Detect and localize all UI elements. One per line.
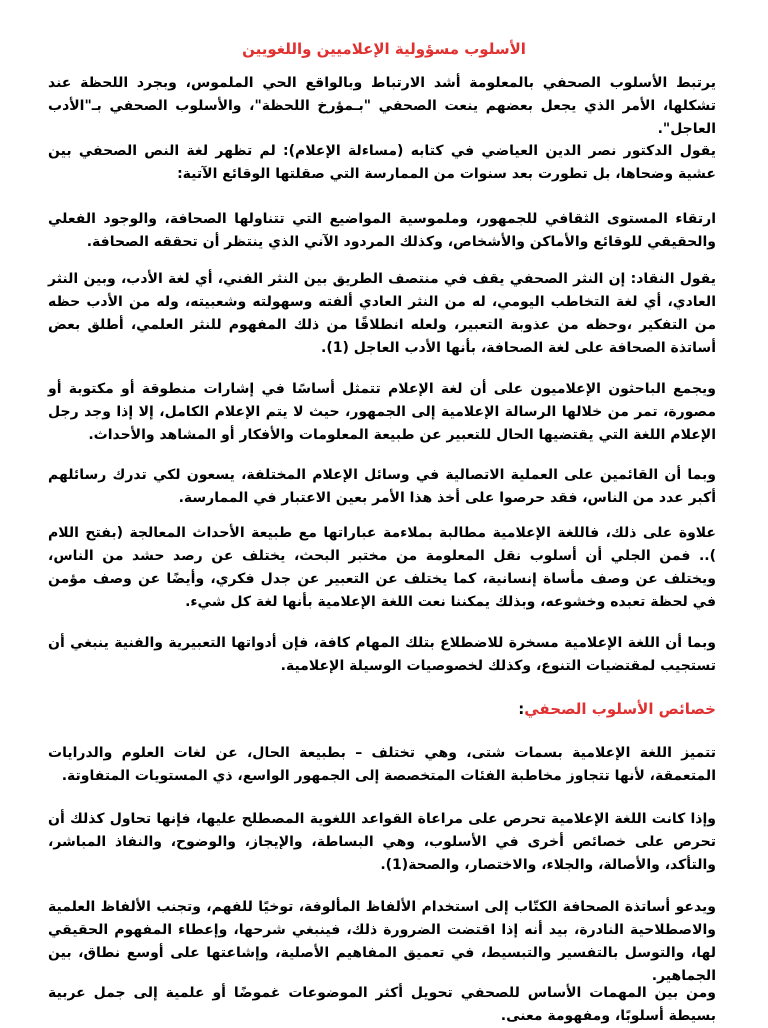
section-heading-colon: :: [518, 700, 525, 718]
paragraph-4: يقول النقاد: إن النثر الصحفي يقف في منتصف الطريق بين النثر الفني، أي لغة الأدب، وبين النثر العادي، أي لغة التخاطب اليومي، له من النثر العادي ألفته وسهولته وشعبيته، وله من الأدب حظه من التفكير ،وحظه من عذوبة التعبير، ولعله انطلاقًا من ذلك المفهوم للنثر العلمي، أطلق بعض أساتذة الصحافة على لغة الصحافة، بأنها الأدب العاجل (1).: [48, 271, 716, 356]
section-paragraph-1: تتميز اللغة الإعلامية بسمات شتى، وهي تختلف – بطبيعة الحال، عن لغات العلوم والدرايات المتعمقة، لأنها تتجاوز مخاطبة الفئات المتخصصة إلى الجمهور الواسع، ذي المستويات المتفاوتة.: [48, 745, 716, 784]
paragraph-3: ارتقاء المستوى الثقافي للجمهور، وملموسية المواضيع التي تتناولها الصحافة، والوجود الفعلي والحقيقي للوقائع والأماكن والأشخاص، وكذلك المردود الآني الذي ينتظر أن تحققه الصحافة.: [48, 211, 716, 250]
section-paragraph-4: ومن بين المهمات الأساس للصحفي تحويل أكثر الموضوعات غموضًا أو علمية إلى جمل عربية بسيطة أسلوبًا، ومفهومة معنى.: [48, 985, 716, 1024]
section-heading-text: خصائص الأسلوب الصحفي: [524, 700, 716, 718]
section-paragraph-2: وإذا كانت اللغة الإعلامية تحرص على مراعاة القواعد اللغوية المصطلح عليها، فإنها تحاول كذلك أن تحرص على خصائص أخرى في الأسلوب، وهي البساطة، والإيجاز، والوضوح، والنفاذ المباشر، والتأكد، والأصالة، والجلاء، والاختصار، والصحة(1).: [48, 811, 716, 873]
paragraph-5: ويجمع الباحثون الإعلاميون على أن لغة الإعلام تتمثل أساسًا في إشارات منطوقة أو مكتوبة أو مصورة، تمر من خلالها الرسالة الإعلامية إلى الجمهور، حيث لا يتم الإعلام الكامل، إلا إذا وجد رجل الإعلام اللغة التي يقتضيها الحال للتعبير عن طبيعة المعلومات والأفكار أو المشاهد والأحداث.: [48, 381, 716, 443]
paragraph-7: علاوة على ذلك، فاللغة الإعلامية مطالبة بملاءمة عباراتها مع طبيعة الأحداث المعالجة (بفتح اللام ).. فمن الجلي أن أسلوب نقل المعلومة من مختبر البحث، يختلف عن رصد حشد من الناس، ويختلف عن وصف مأساة إنسانية، كما يختلف عن التعبير عن جدل فكري، وأيضًا عن وصف مؤمن في لحظة تعبده وخشوعه، وبذلك يمكننا نعت اللغة الإعلامية بأنها لغة كل شيء.: [48, 525, 716, 610]
document-title: الأسلوب مسؤولية الإعلاميين واللغويين: [242, 40, 526, 58]
paragraph-6: وبما أن القائمين على العملية الاتصالية في وسائل الإعلام المختلفة، يسعون لكي تدرك رسائلهم أكبر عدد من الناس، فقد حرصوا على أخذ هذا الأمر بعين الاعتبار في الممارسة.: [48, 467, 716, 506]
paragraph-8: وبما أن اللغة الإعلامية مسخرة للاضطلاع بتلك المهام كافة، فإن أدواتها التعبيرية والفنية ينبغي أن تستجيب لمقتضيات التنوع، وكذلك لخصوصيات الوسيلة الإعلامية.: [48, 635, 716, 674]
section-paragraph-3: ويدعو أساتذة الصحافة الكتّاب إلى استخدام الألفاظ المألوفة، توخيًا للفهم، وتجنب الألفاظ العلمية والاصطلاحية النادرة، بيد أنه إذا اقتضت الضرورة ذلك، فينبغي شرحها، وإعطاء المفهوم الحقيقي لها، والتوسل بالتفسير والتبسيط، في تعميق المفاهيم الأصلية، وإشاعتها على أوسع نطاق، بين الجماهير.: [48, 899, 716, 984]
paragraph-2: يقول الدكتور نصر الدين العياضي في كتابه (مساءلة الإعلام): لم تظهر لغة النص الصحفي بين عشية وضحاها، بل تطورت بعد سنوات من الممارسة التي صقلتها الوقائع الآتية:: [48, 143, 716, 182]
section-heading: [518, 700, 716, 718]
paragraph-1: يرتبط الأسلوب الصحفي بالمعلومة أشد الارتباط وبالواقع الحي الملموس، وبجرد اللحظة عند تشكلها، الأمر الذي يجعل بعضهم ينعت الصحفي "بـمؤرخ اللحظة"، والأسلوب الصحفي بـ"الأدب العاجل".: [48, 75, 716, 137]
